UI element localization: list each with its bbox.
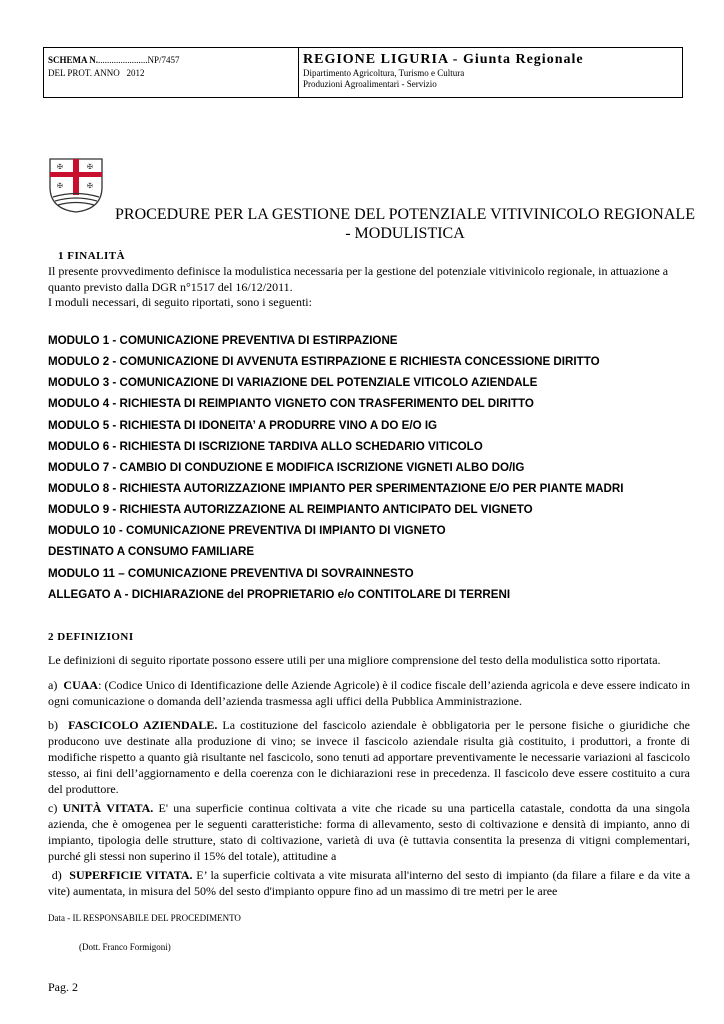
module-item: MODULO 6 - RICHIESTA DI ISCRIZIONE TARDIVA ALLO SCHEDARIO VITICOLO xyxy=(48,439,483,453)
module-item: MODULO 7 - CAMBIO DI CONDUZIONE E MODIFICA ISCRIZIONE VIGNETI ALBO DO/IG xyxy=(48,460,525,474)
regione-liguria-logo-icon xyxy=(47,157,105,213)
responsible-label: Data - IL RESPONSABILE DEL PROCEDIMENTO xyxy=(48,913,241,923)
title-line-1: PROCEDURE PER LA GESTIONE DEL POTENZIALE VITIVINICOLO REGIONALE xyxy=(115,206,695,223)
definition-superficie-vitata xyxy=(48,867,690,899)
definition-cuaa xyxy=(48,677,690,709)
definition-d-prefix: d) xyxy=(51,868,62,882)
responsible-signer: (Dott. Franco Formigoni) xyxy=(79,942,171,952)
svg-text:✠: ✠ xyxy=(87,182,93,190)
module-item: MODULO 4 - RICHIESTA DI REIMPIANTO VIGNETO CON TRASFERIMENTO DEL DIRITTO xyxy=(48,397,534,411)
section-1-line-3: I moduli necessari, di seguito riportati, sono i seguenti: xyxy=(48,295,312,309)
document-title xyxy=(105,205,705,243)
region-box xyxy=(299,48,682,97)
document-header xyxy=(43,47,683,98)
prot-year: 2012 xyxy=(126,68,145,78)
region-title: REGIONE LIGURIA - Giunta Regionale xyxy=(303,52,584,67)
modules-list xyxy=(48,333,698,608)
definition-b-prefix: b) xyxy=(48,718,58,732)
svg-text:✠: ✠ xyxy=(87,163,93,171)
definition-c-text: E' una superficie continua coltivata a vite che ricade su una particella catastale, condotta da una singola azienda, che è omogenea per le seguenti caratteristiche: forma di allevamento, sesto di coltivazione e densità di impianto, anno di impianto, tipologia delle strutture, stato di coltivazione, varietà di uva (è tuttavia consentita la presenza di vitigni complementari, purché gli stessi non superino il 15% del totale), attitudine a xyxy=(48,801,690,863)
schema-label: SCHEMA N. xyxy=(48,55,99,65)
page-number: Pag. 2 xyxy=(48,980,78,994)
protocol-box xyxy=(44,48,299,97)
schema-line xyxy=(48,54,298,67)
definition-d-text: E’ la superficie coltivata a vite misurata all'interno del sesto di impianto (da filare a filare e da vite a vite) aumentata, in misura del 50% del sesto d'impianto oppure fino ad un massimo di tre metri per le aree xyxy=(48,868,691,898)
section-2-heading: 2 DEFINIZIONI xyxy=(48,631,134,643)
module-item: DESTINATO A CONSUMO FAMILIARE xyxy=(48,545,255,559)
section-1-line-2: quanto previsto dalla DGR n°1517 del 16/12/2011. xyxy=(48,279,293,294)
definition-b-term: FASCICOLO AZIENDALE. xyxy=(68,718,218,732)
module-item: MODULO 3 - COMUNICAZIONE DI VARIAZIONE DEL POTENZIALE VITICOLO AZIENDALE xyxy=(48,376,538,390)
schema-dots: ...................... xyxy=(98,55,148,65)
module-item: MODULO 11 – COMUNICAZIONE PREVENTIVA DI SOVRAINNESTO xyxy=(48,566,414,580)
prot-line xyxy=(48,67,298,80)
definition-b-text: La costituzione del fascicolo aziendale è obbligatoria per le persone fisiche o giuridiche che producono uve destinate alla produzione di vino; se invece il fascicolo aziendale risulta già costituito, i produttori, a fronte di modifiche rispetto a quanto già risultante nel fascicolo, sono tenuti ad apportare preventivamente le necessarie variazioni al fascicolo stesso, ai fini dell’aggiornamento e della coerenza con le dichiarazioni rese in precedenza. Il fascicolo deve essere costituito a cura del produttore. xyxy=(48,718,691,796)
department-name: Dipartimento Agricoltura, Turismo e Cultura xyxy=(303,68,465,78)
definition-a-prefix: a) xyxy=(48,678,58,692)
svg-text:✠: ✠ xyxy=(57,182,63,190)
definition-a-term: CUAA xyxy=(63,678,99,692)
definition-c-term: UNITÀ VITATA. xyxy=(62,801,154,815)
module-item: ALLEGATO A - DICHIARAZIONE del PROPRIETARIO e/o CONTITOLARE DI TERRENI xyxy=(48,587,511,601)
section-1-line-1: Il presente provvedimento definisce la modulistica necessaria per la gestione del potenziale vitivinicolo regionale, in attuazione a xyxy=(48,264,669,278)
definitions-intro: Le definizioni di seguito riportate possono essere utili per una migliore comprensione del testo della modulistica sotto riportata. xyxy=(48,653,661,667)
definition-a-text: : (Codice Unico di Identificazione delle Aziende Agricole) è il codice fiscale dell’azienda agricola e deve essere indicato in ogni comunicazione o domanda dell’azienda trasmessa agli uffici della Pubblica Amministrazione. xyxy=(48,678,690,708)
service-name: Produzioni Agroalimentari - Servizio xyxy=(303,79,437,89)
svg-text:✠: ✠ xyxy=(57,163,63,171)
definition-c-prefix: c) xyxy=(48,801,58,815)
title-line-2: - MODULISTICA xyxy=(345,225,465,242)
schema-value: NP/7457 xyxy=(147,55,180,65)
module-item: MODULO 5 - RICHIESTA DI IDONEITA’ A PRODURRE VINO A DO E/O IG xyxy=(48,418,438,432)
section-1-text xyxy=(48,264,690,311)
module-item: MODULO 9 - RICHIESTA AUTORIZZAZIONE AL REIMPIANTO ANTICIPATO DEL VIGNETO xyxy=(48,503,533,517)
module-item: MODULO 10 - COMUNICAZIONE PREVENTIVA DI IMPIANTO DI VIGNETO xyxy=(48,524,446,538)
module-item: MODULO 2 - COMUNICAZIONE DI AVVENUTA ESTIRPAZIONE E RICHIESTA CONCESSIONE DIRITTO xyxy=(48,355,600,369)
prot-label: DEL PROT. ANNO xyxy=(48,68,120,78)
definition-d-term: SUPERFICIE VITATA. xyxy=(69,868,193,882)
section-1-heading: 1 FINALITÀ xyxy=(58,250,126,262)
module-item: MODULO 1 - COMUNICAZIONE PREVENTIVA DI ESTIRPAZIONE xyxy=(48,334,398,347)
definition-unita-vitata xyxy=(48,800,690,864)
definition-fascicolo xyxy=(48,717,690,797)
module-item: MODULO 8 - RICHIESTA AUTORIZZAZIONE IMPIANTO PER SPERIMENTAZIONE E/O PER PIANTE MADRI xyxy=(48,481,624,495)
